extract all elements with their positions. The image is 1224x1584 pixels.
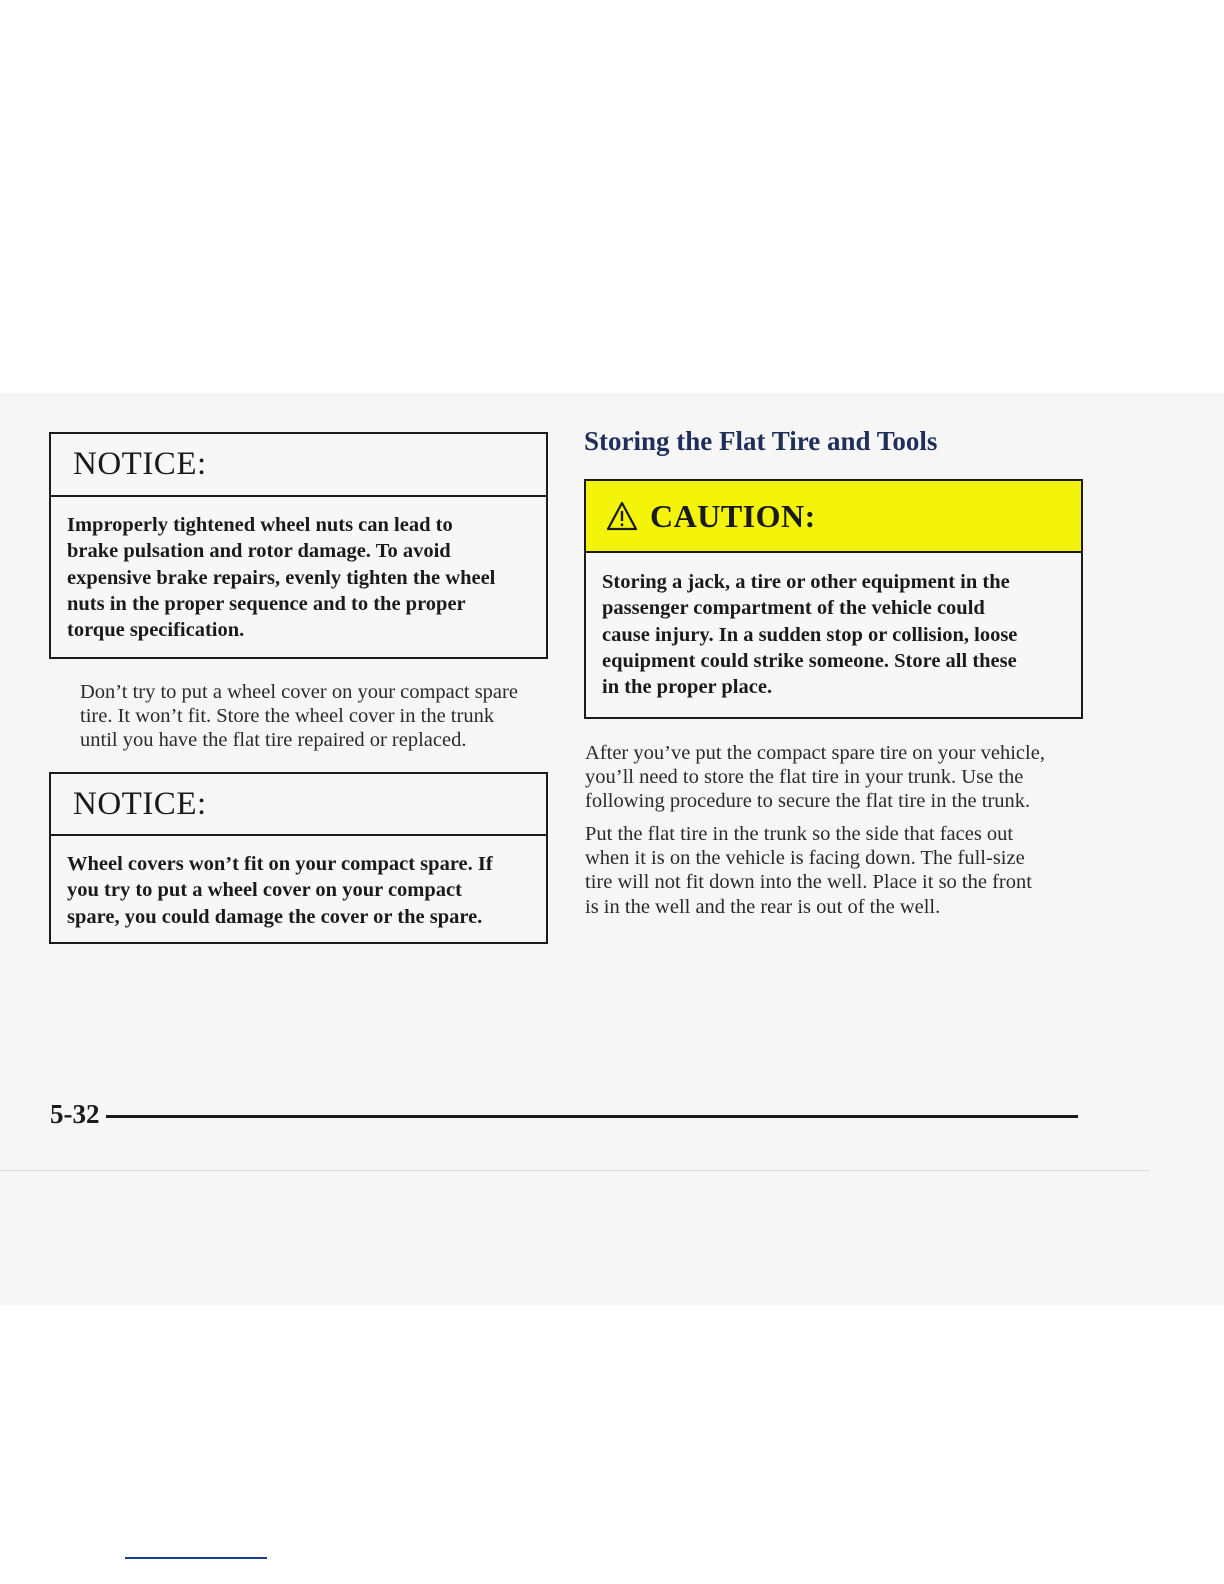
notice-line: nuts in the proper sequence and to the proper [67,592,466,615]
notice-title: NOTICE: [73,446,207,482]
caution-line: Storing a jack, a tire or other equipment in the [602,571,1010,593]
caution-title-wrap [586,498,816,535]
paragraph-line: tire will not fit down into the well. Place it so the front [585,871,1032,894]
caution-line: in the proper place. [602,676,773,699]
notice-line: you try to put a wheel cover on your compact [67,879,462,902]
wheel-cover-paragraph [80,680,518,753]
put-flat-tire-paragraph [585,822,1032,919]
caution-line: cause injury. In a sudden stop or collision, loose [602,623,1018,646]
paragraph-line: tire. It won’t fit. Store the wheel cover in the trunk [80,705,495,728]
notice-header [51,774,546,836]
paragraph-line: when it is on the vehicle is facing down. The full-size [585,847,1025,870]
notice-header [51,434,546,497]
notice-line: spare, you could damage the cover or the spare. [67,905,483,928]
warning-triangle-icon [606,501,638,531]
paragraph-line: you’ll need to store the flat tire in your trunk. Use the [585,766,1024,789]
page-number: 5-32 [50,1099,100,1129]
caution-body [586,553,1081,700]
paragraph-line: Put the flat tire in the trunk so the side that faces out [585,823,1014,845]
paragraph-line: After you’ve put the compact spare tire on your vehicle, [585,742,1045,764]
paragraph-line: following procedure to secure the flat tire in the trunk. [585,790,1031,813]
footer-rule [106,1115,1078,1118]
paragraph-line: is in the well and the rear is out of the well. [585,895,941,918]
scan-edge-line [0,1170,1150,1171]
notice-line: Wheel covers won’t fit on your compact spare. If [67,853,493,875]
notice-box-wheel-covers [49,772,548,944]
caution-line: equipment could strike someone. Store all these [602,649,1017,672]
notice-line: brake pulsation and rotor damage. To avoid [67,540,451,563]
caution-line: passenger compartment of the vehicle could [602,597,985,620]
caution-title: CAUTION: [650,497,816,534]
notice-body [51,497,546,643]
paragraph-line: Don’t try to put a wheel cover on your compact spare [80,681,518,703]
paragraph-line: until you have the flat tire repaired or replaced. [80,729,467,752]
notice-line: torque specification. [67,619,245,642]
section-heading: Storing the Flat Tire and Tools [584,426,938,456]
bottom-link-underline [125,1557,267,1559]
caution-box [584,479,1083,719]
caution-header [586,481,1081,553]
after-spare-paragraph [585,741,1045,814]
notice-line: Improperly tightened wheel nuts can lead to [67,514,453,536]
notice-title: NOTICE: [73,785,207,822]
notice-box-wheel-nuts [49,432,548,659]
notice-line: expensive brake repairs, evenly tighten the wheel [67,566,496,589]
notice-body [51,836,546,930]
